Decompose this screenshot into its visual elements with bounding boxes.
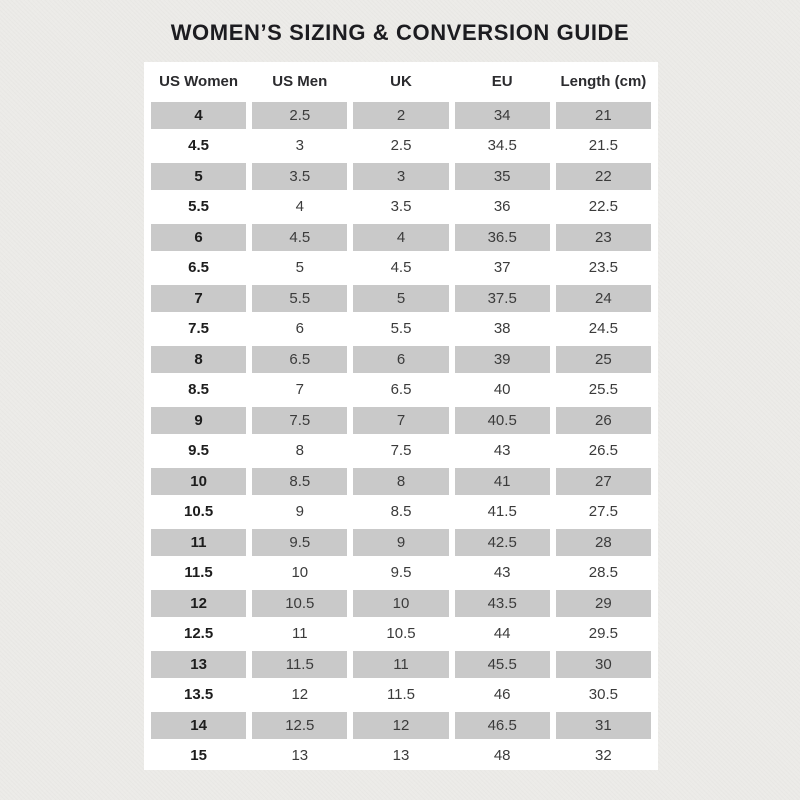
table-cell: 21	[556, 102, 651, 129]
table-cell: 4	[295, 198, 304, 216]
table-row	[151, 649, 651, 680]
table-cell: 43	[493, 442, 511, 460]
table-cell: 44	[493, 625, 511, 643]
table-cell: 30	[556, 651, 651, 678]
table-cell: 12	[151, 590, 246, 617]
table-cell: 10.5	[183, 503, 214, 521]
table-cell: 40.5	[455, 407, 550, 434]
table-cell: 21.5	[588, 137, 618, 155]
sizing-table-panel	[144, 62, 658, 770]
table-cell: 5.5	[252, 285, 347, 312]
column-header-us-men: US Men	[272, 72, 328, 90]
table-row	[151, 222, 651, 253]
table-row	[151, 436, 651, 467]
table-row	[151, 710, 651, 741]
table-cell: 12.5	[252, 712, 347, 739]
table-cell: 8.5	[252, 468, 347, 495]
page-title: WOMEN’S SIZING & CONVERSION GUIDE	[170, 20, 630, 45]
table-row	[151, 192, 651, 223]
table-cell: 15	[190, 747, 207, 765]
table-cell: 39	[455, 346, 550, 373]
table-cell: 7.5	[390, 442, 412, 460]
table-cell: 9.5	[188, 442, 210, 460]
table-cell: 4	[151, 102, 246, 129]
table-cell: 3	[353, 163, 448, 190]
table-cell: 10	[151, 468, 246, 495]
table-cell: 32	[595, 747, 612, 765]
table-row	[151, 131, 651, 162]
table-cell: 7	[151, 285, 246, 312]
table-cell: 43	[493, 564, 511, 582]
table-cell: 24.5	[588, 320, 618, 338]
table-cell: 5	[353, 285, 448, 312]
table-cell: 26	[556, 407, 651, 434]
table-cell: 6.5	[390, 381, 412, 399]
table-cell: 36.5	[455, 224, 550, 251]
table-cell: 14	[151, 712, 246, 739]
table-cell: 6	[295, 320, 304, 338]
table-cell: 27	[556, 468, 651, 495]
table-cell: 40	[493, 381, 511, 399]
table-cell: 6	[353, 346, 448, 373]
table-cell: 34	[455, 102, 550, 129]
table-row	[151, 497, 651, 528]
table-cell: 25.5	[588, 381, 618, 399]
table-cell: 12	[291, 686, 309, 704]
table-cell: 11.5	[184, 564, 213, 582]
table-cell: 41	[455, 468, 550, 495]
table-cell: 28	[556, 529, 651, 556]
table-cell: 38	[493, 320, 511, 338]
table-cell: 43.5	[455, 590, 550, 617]
table-cell: 46.5	[455, 712, 550, 739]
table-row	[151, 253, 651, 284]
table-cell: 8	[353, 468, 448, 495]
table-cell: 34.5	[487, 137, 517, 155]
table-cell: 37.5	[455, 285, 550, 312]
table-cell: 12.5	[183, 625, 214, 643]
table-row	[151, 619, 651, 650]
table-cell: 23.5	[588, 259, 618, 277]
table-cell: 13.5	[183, 686, 214, 704]
table-cell: 30.5	[588, 686, 618, 704]
table-cell: 3	[295, 137, 304, 155]
table-row	[151, 100, 651, 131]
table-body	[151, 100, 651, 771]
table-cell: 10.5	[252, 590, 347, 617]
column-header-eu: EU	[491, 72, 513, 90]
table-cell: 6.5	[188, 259, 210, 277]
table-cell: 25	[556, 346, 651, 373]
table-cell: 10.5	[386, 625, 416, 643]
table-cell: 36	[493, 198, 511, 216]
table-cell: 4.5	[390, 259, 412, 277]
table-row	[151, 588, 651, 619]
table-cell: 29	[556, 590, 651, 617]
table-cell: 9	[353, 529, 448, 556]
table-cell: 11	[353, 651, 448, 678]
table-cell: 7	[295, 381, 304, 399]
table-cell: 10	[353, 590, 448, 617]
table-cell: 28.5	[588, 564, 618, 582]
table-cell: 12	[353, 712, 448, 739]
table-cell: 4.5	[188, 137, 210, 155]
table-cell: 5.5	[390, 320, 412, 338]
table-cell: 2.5	[390, 137, 412, 155]
table-cell: 13	[151, 651, 246, 678]
table-cell: 8.5	[188, 381, 210, 399]
table-cell: 48	[493, 747, 511, 765]
table-cell: 8.5	[390, 503, 412, 521]
table-row	[151, 344, 651, 375]
table-cell: 41.5	[487, 503, 517, 521]
column-header-uk: UK	[390, 72, 412, 90]
table-cell: 24	[556, 285, 651, 312]
table-cell: 11	[292, 625, 308, 643]
table-cell: 2.5	[252, 102, 347, 129]
table-cell: 3.5	[252, 163, 347, 190]
table-cell: 10	[291, 564, 309, 582]
table-row	[151, 680, 651, 711]
table-cell: 9.5	[390, 564, 412, 582]
table-cell: 42.5	[455, 529, 550, 556]
table-cell: 26.5	[588, 442, 618, 460]
table-cell: 27.5	[588, 503, 618, 521]
table-cell: 9	[151, 407, 246, 434]
table-row	[151, 405, 651, 436]
table-header-row	[151, 62, 651, 100]
table-cell: 4	[353, 224, 448, 251]
table-cell: 7	[353, 407, 448, 434]
table-cell: 11	[151, 529, 246, 556]
table-cell: 13	[291, 747, 309, 765]
table-cell: 5.5	[188, 198, 210, 216]
table-row	[151, 741, 651, 772]
table-row	[151, 283, 651, 314]
table-cell: 4.5	[252, 224, 347, 251]
table-cell: 22	[556, 163, 651, 190]
table-row	[151, 161, 651, 192]
table-cell: 9	[295, 503, 304, 521]
table-cell: 45.5	[455, 651, 550, 678]
table-cell: 29.5	[588, 625, 618, 643]
table-cell: 22.5	[588, 198, 618, 216]
table-cell: 11.5	[386, 686, 416, 704]
table-row	[151, 527, 651, 558]
table-row	[151, 558, 651, 589]
table-cell: 6	[151, 224, 246, 251]
column-header-length-cm: Length (cm)	[560, 72, 647, 90]
table-cell: 2	[353, 102, 448, 129]
table-cell: 7.5	[188, 320, 210, 338]
table-row	[151, 466, 651, 497]
table-cell: 23	[556, 224, 651, 251]
table-cell: 7.5	[252, 407, 347, 434]
table-cell: 8	[151, 346, 246, 373]
table-cell: 37	[493, 259, 511, 277]
table-cell: 46	[493, 686, 511, 704]
table-row	[151, 375, 651, 406]
column-header-us-women: US Women	[159, 72, 239, 90]
table-cell: 11.5	[252, 651, 347, 678]
table-cell: 6.5	[252, 346, 347, 373]
table-cell: 13	[392, 747, 410, 765]
table-cell: 3.5	[390, 198, 412, 216]
table-cell: 35	[455, 163, 550, 190]
table-cell: 5	[151, 163, 246, 190]
table-cell: 9.5	[252, 529, 347, 556]
table-cell: 5	[295, 259, 304, 277]
table-cell: 8	[295, 442, 304, 460]
table-cell: 31	[556, 712, 651, 739]
table-row	[151, 314, 651, 345]
